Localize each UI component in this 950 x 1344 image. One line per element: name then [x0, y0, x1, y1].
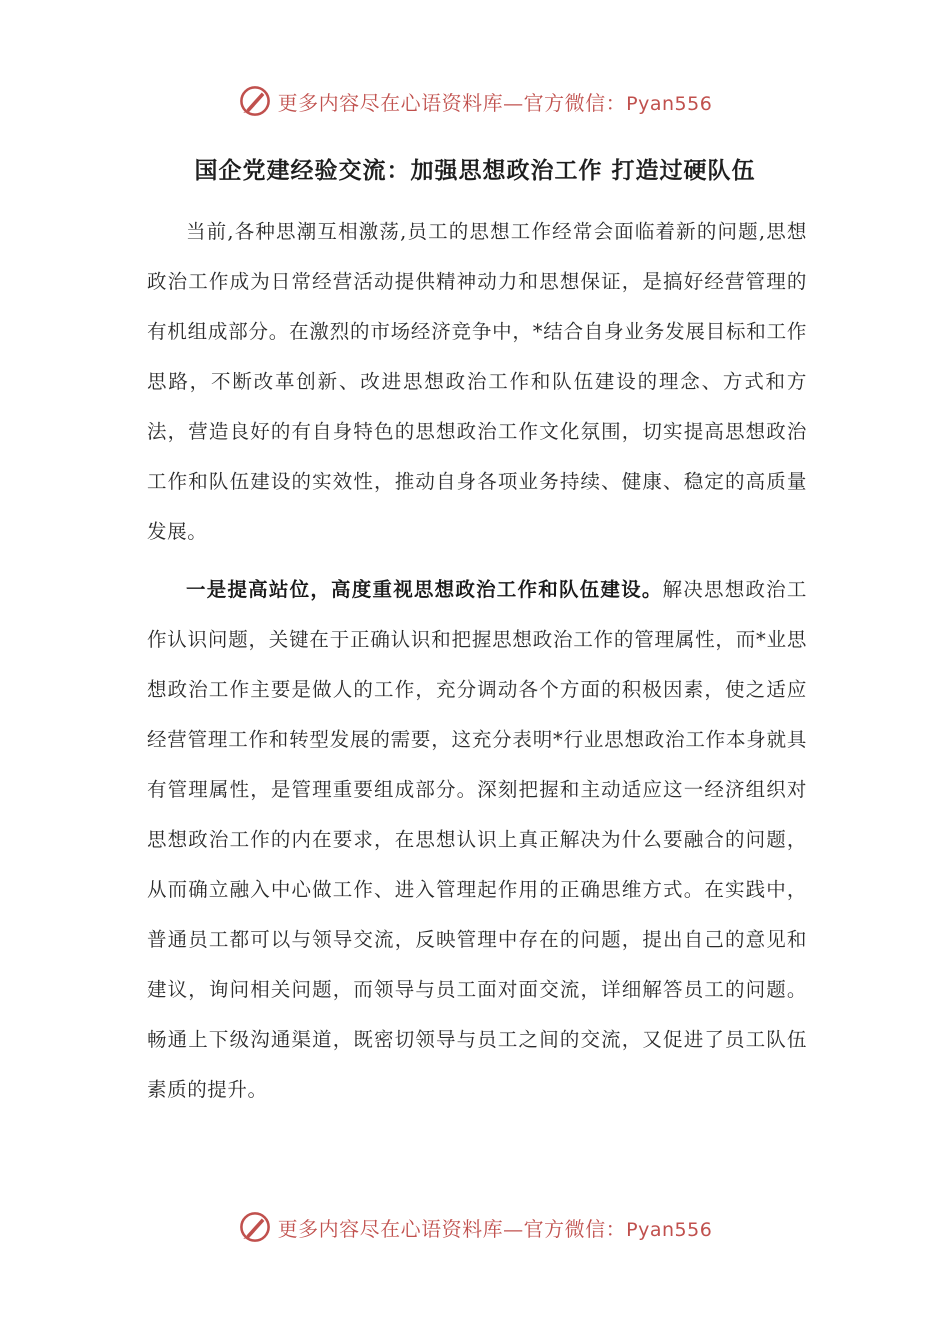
header-banner-text: 更多内容尽在心语资料库—官方微信：Pyan556 [277, 90, 713, 115]
footer-banner-text: 更多内容尽在心语资料库—官方微信：Pyan556 [277, 1216, 713, 1241]
header-banner [0, 84, 950, 118]
document-title: 国企党建经验交流：加强思想政治工作 打造过硬队伍 [194, 157, 756, 184]
paragraph-point-one-text: 解决思想政治工作认识问题，关键在于正确认识和把握思想政治工作的管理属性，而*业思想政治工作主要是做人的工作，充分调动各个方面的积极因素，使之适应经营管理工作和转型发展的需要，这充分表明*行业思想政治工作本身就具有管理属性，是管理重要组成部分。深刻把握和主动适应这一经济组织对思想政治工作的内在要求，在思想认识上真正解决为什么要融合的问题，从而确立融入中心做工作、进入管理起作用的正确思维方式。在实践中，普通员工都可以与领导交流，反映管理中存在的问题，提出自己的意见和建议，询问相关问题，而领导与员工面对面交流，详细解答员工的问题。畅通上下级沟通渠道，既密切领导与员工之间的交流，又促进了员工队伍素质的提升。 [147, 578, 807, 1101]
paragraph-point-one-lead: 一是提高站位，高度重视思想政治工作和队伍建设。 [186, 578, 663, 601]
paragraph-intro [147, 207, 807, 557]
paragraph-point-one [147, 565, 807, 1115]
pen-logo-icon [238, 84, 272, 118]
header-wechat-id: Pyan556 [626, 92, 713, 115]
pen-logo-icon [238, 1210, 272, 1244]
footer-wechat-id: Pyan556 [626, 1218, 713, 1241]
paragraph-intro-text: 当前,各种思潮互相激荡,员工的思想工作经常会面临着新的问题,思想政治工作成为日常经营活动提供精神动力和思想保证，是搞好经营管理的有机组成部分。在激烈的市场经济竞争中，*结合自身业务发展目标和工作思路，不断改革创新、改进思想政治工作和队伍建设的理念、方式和方法，营造良好的有自身特色的思想政治工作文化氛围，切实提高思想政治工作和队伍建设的实效性，推动自身各项业务持续、健康、稳定的高质量发展。 [147, 220, 807, 543]
footer-banner [0, 1210, 950, 1244]
